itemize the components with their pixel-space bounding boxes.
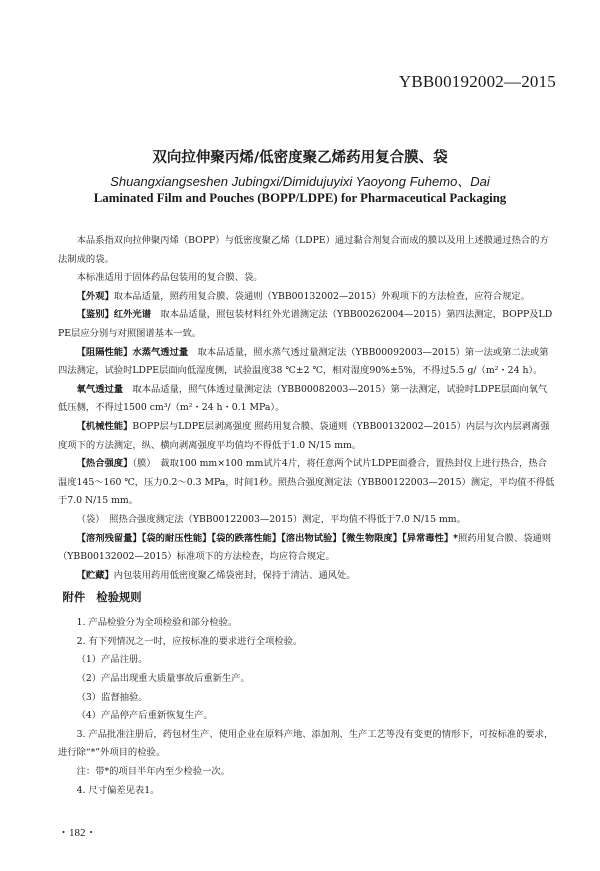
title-chinese: 双向拉伸聚丙烯/低密度聚乙烯药用复合膜、袋 [152, 150, 448, 166]
appendix-item: （2）产品出现重大质量事故后重新生产。 [76, 673, 250, 685]
microbial-limit-label: 【微生物限度】 [341, 532, 403, 544]
water-vapor-sublabel: 水蒸气透过量 [132, 346, 189, 358]
appendix-item: 3. 产品批准注册后，药包材生产、使用企业在原料产地、添加剂、生产工艺等没有变更的情形下，可按标准的要求，进行除“*”外项目的检验。 [58, 728, 554, 759]
heat-seal-film-sublabel: （膜） [132, 458, 151, 470]
barrier-label: 【阻隔性能】 [76, 346, 133, 358]
barrier-text: 取本品适量，照水蒸气透过量测定法（YBB00092003—2015）第一法或第二法或第四法测定，试验时LDPE层面向低湿度侧，试验温度38 ℃±2 ℃，相对湿度90%±5%，不得过5.5 g/（m²・24 h）。 [58, 346, 549, 377]
abnormal-toxicity-label: 【异常毒性】 [402, 532, 454, 544]
identification-label: 【鉴别】 [76, 309, 114, 321]
appearance-text: 取本品适量，照药用复合膜、袋通则（YBB00132002—2015）外观项下的方法检查，应符合规定。 [113, 290, 530, 302]
storage-section [58, 567, 556, 586]
title-pinyin: Shuangxiangseshen Jubingxi/Dimidujuyixi Yaoyong Fuhemo、Dai [110, 174, 490, 189]
appearance-label: 【外观】 [76, 290, 114, 302]
heat-seal-film-text: 裁取100 mm×100 mm试片4片，将任意两个试片LDPE面叠合，置热封仪上进行热合，热合温度145～160 ℃，压力0.2～0.3 MPa，时间1秒。照热合强度测定法（YBB00122003—2015）测定，平均值不得低于7.0 N/15 mm。 [58, 458, 555, 507]
title-english: Laminated Film and Pouches (BOPP/LDPE) for Pharmaceutical Packaging [93, 191, 507, 205]
drop-performance-label: 【袋的跌落性能】 [211, 532, 282, 544]
appendix-item: （3）监督抽验。 [76, 691, 148, 703]
appendix-note: 注：带*的项目半年内至少检验一次。 [76, 766, 230, 778]
combined-tests-section [58, 530, 556, 567]
extractables-label: 【溶出物试验】 [281, 532, 342, 544]
mechanical-section [58, 418, 556, 455]
appendix-item: 2. 有下列情况之一时，应按标准的要求进行全项检验。 [76, 635, 303, 647]
scope-paragraph: 本标准适用于固体药品包装用的复合膜、袋。 [76, 272, 263, 284]
heat-seal-bag-sublabel: （袋） [76, 513, 100, 525]
identification-text: 取本品适量，照包装材料红外光谱测定法（YBB00262004—2015）第四法测定，BOPP及LDPE层应分别与对照图谱基本一致。 [58, 309, 553, 339]
storage-text: 内包装用药用低密度聚乙烯袋密封，保持于清洁、通风处。 [113, 569, 356, 581]
oxygen-text: 取本品适量，照气体透过量测定法（YBB00082003—2015）第一法测定，试验时LDPE层面向氧气低压侧，不得过1500 cm³/（m²・24 h・0.1 MPa）。 [58, 383, 548, 414]
appendix-item: （1）产品注册。 [76, 654, 148, 666]
appearance-section [58, 288, 556, 307]
appendix-item: （4）产品停产后重新恢复生产。 [76, 710, 213, 722]
identification-sublabel: 红外光谱 [113, 309, 151, 321]
pressure-resistance-label: 【袋的耐压性能】 [141, 532, 212, 544]
oxygen-sublabel: 氧气透过量 [76, 383, 124, 395]
page-number: ・182・ [58, 827, 97, 839]
standard-code: YBB00192002—2015 [398, 72, 556, 91]
heat-seal-bag-text: 照热合强度测定法（YBB00122003—2015）测定，平均值不得低于7.0 N/15 mm。 [109, 513, 466, 525]
document-body [58, 232, 556, 800]
heat-seal-bag-section [58, 511, 556, 530]
appendix-item: 4. 尺寸偏差见表1。 [76, 784, 160, 796]
mechanical-text: BOPP层与LDPE层剥离强度 照药用复合膜、袋通则（YBB00132002—2015）内层与次内层剥离强度项下的方法测定，纵、横向剥离强度平均值均不得低于1.0 N/15 mm。 [58, 420, 550, 451]
identification-section [58, 306, 556, 343]
star-mark: * [453, 532, 459, 544]
intro-paragraph: 本品系指双向拉伸聚丙烯（BOPP）与低密度聚乙烯（LDPE）通过黏合剂复合而成的膜以及用上述膜通过热合的方法制成的袋。 [58, 235, 549, 265]
storage-label: 【贮藏】 [76, 569, 114, 581]
appendix-item: 1. 产品检验分为全项检验和部分检验。 [76, 617, 238, 629]
combined-tests-text: 照药用复合膜、袋通则（YBB00132002—2015）标准项下的方法检查，均应符合规定。 [58, 532, 552, 563]
heat-seal-film-section [58, 455, 556, 511]
solvent-residue-label: 【溶剂残留量】 [76, 532, 142, 544]
appendix-heading: 附件 检验规则 [62, 591, 142, 605]
oxygen-section [58, 381, 556, 418]
barrier-section [58, 344, 556, 381]
heat-seal-label: 【热合强度】 [76, 458, 133, 470]
mechanical-label: 【机械性能】 [76, 420, 133, 432]
